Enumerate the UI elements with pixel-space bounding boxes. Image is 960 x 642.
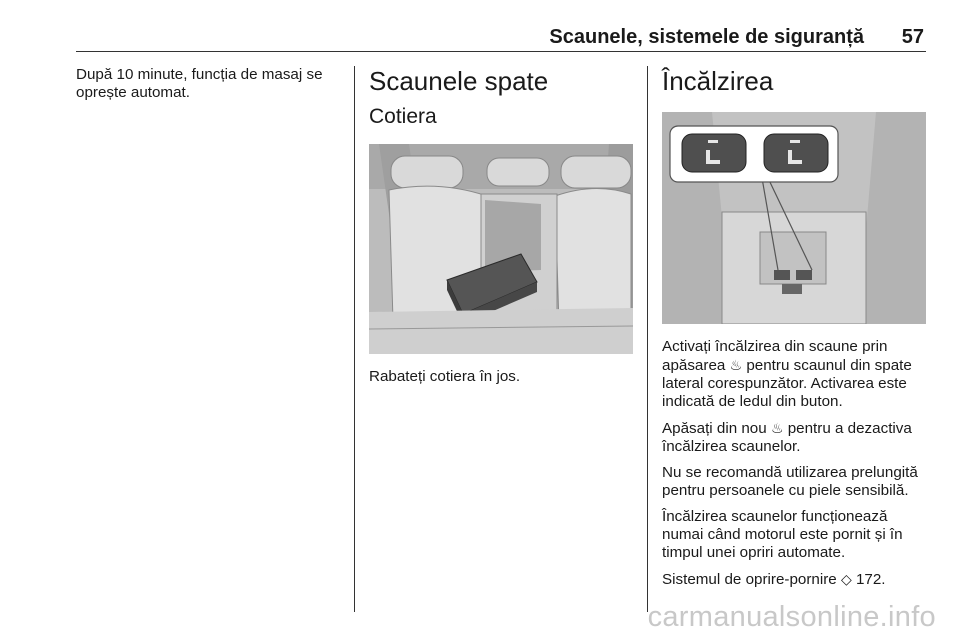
armrest-caption: Rabateți cotiera în jos. — [369, 368, 521, 385]
chapter-title: Scaunele, sistemele de siguranță — [549, 26, 864, 48]
page-header — [76, 20, 926, 50]
massage-paragraph: După 10 minute, funcția de masaj se oprește automat. — [76, 66, 323, 101]
p2-text-b: pentru a dezactiva încălzirea scaunelor. — [662, 420, 912, 455]
p2-text-a: Apăsați din nou — [662, 420, 771, 437]
heating-paragraph-5 — [662, 570, 928, 589]
column-divider-1 — [354, 66, 355, 612]
column-divider-2 — [647, 66, 648, 612]
armrest-illustration — [369, 144, 633, 354]
column-2 — [369, 66, 633, 394]
page-number: 57 — [901, 26, 924, 48]
page-reference-link[interactable]: 172. — [855, 571, 886, 588]
seat-heating-icon: ♨ — [729, 357, 743, 373]
heating-paragraph-2 — [662, 419, 928, 456]
header-rule — [76, 51, 926, 52]
column-1 — [76, 66, 344, 110]
subheading-armrest: Cotiera — [369, 105, 437, 128]
heating-paragraph-3: Nu se recomandă utilizarea prelungită pentru persoanele cu piele sensibilă. — [662, 464, 918, 499]
section-heading-rear-seats: Scaunele spate — [369, 66, 549, 96]
p5-text-a: Sistemul de oprire-pornire — [662, 571, 841, 588]
heating-paragraph-4: Încălzirea scaunelor funcționează numai când motorul este pornit și în timpul unei opriri automate. — [662, 508, 903, 561]
page-reference-arrow-icon: ◇ — [840, 571, 852, 587]
seat-heating-buttons-illustration — [662, 112, 926, 324]
column-3 — [662, 66, 928, 597]
p1-text-a: Activați încălzirea din scaune prin apăsarea — [662, 338, 888, 374]
heating-paragraph-1 — [662, 338, 928, 411]
p1-text-b: pentru scaunul din spate lateral corespunzător. Activarea este indicată de ledul din buton. — [662, 357, 912, 410]
seat-heating-icon: ♨ — [770, 420, 784, 436]
watermark: carmanualsonline.info — [647, 601, 936, 633]
section-heading-heating: Încălzirea — [662, 66, 774, 96]
